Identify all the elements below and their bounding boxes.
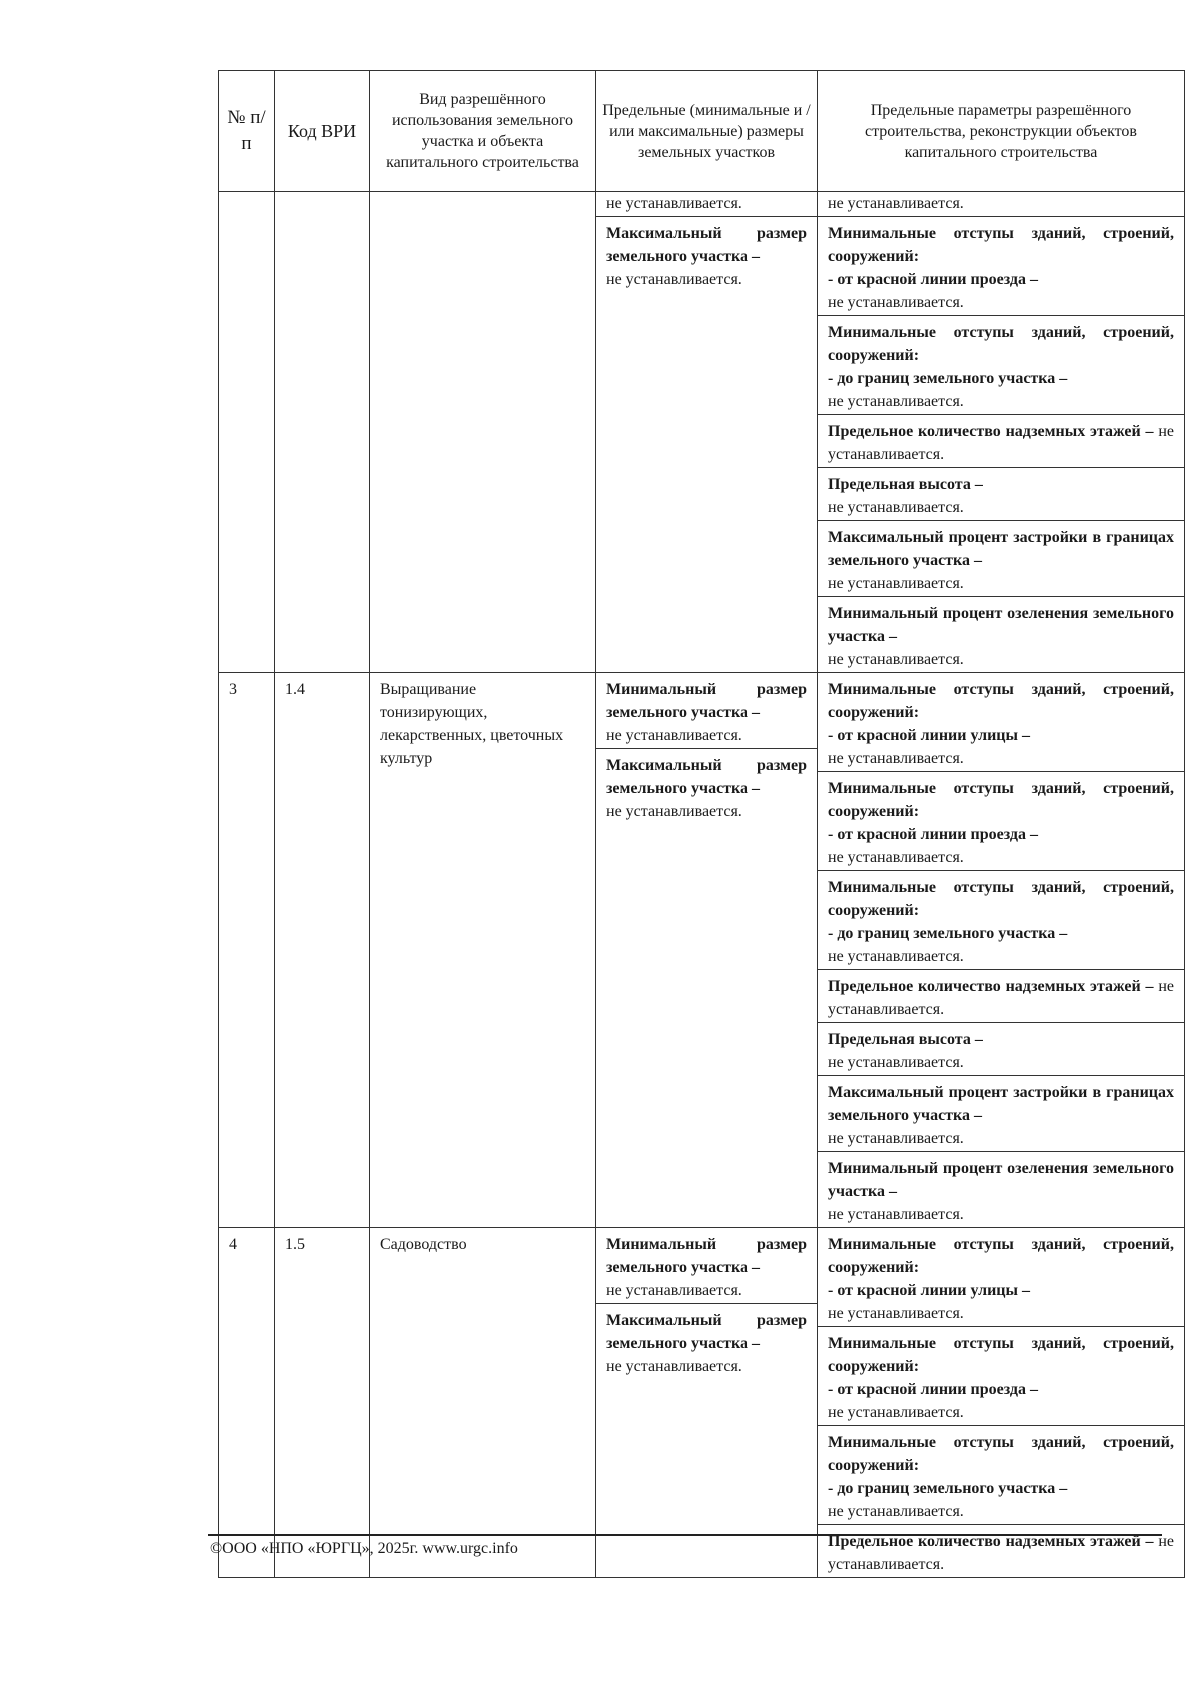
header-number: № п/п bbox=[219, 71, 275, 192]
size-min-block: Минимальный размер земельного участка – не устанавливается. bbox=[596, 1228, 817, 1304]
param-block: Максимальный процент застройки в границах земельного участка – не устанавливается. bbox=[818, 1076, 1184, 1152]
header-build-params: Предельные параметры разрешённого строительства, реконструкции объектов капитального строительства bbox=[818, 71, 1185, 192]
cell-number bbox=[219, 192, 275, 673]
cell-plot-size bbox=[596, 1228, 818, 1578]
cell-code: 1.4 bbox=[275, 673, 370, 1228]
cell-plot-size bbox=[596, 673, 818, 1228]
param-block: Минимальные отступы зданий, строений, сооружений: - до границ земельного участка – не устанавливается. bbox=[818, 316, 1184, 415]
param-block: Предельное количество надземных этажей – не устанавливается. bbox=[818, 415, 1184, 468]
param-block: Минимальные отступы зданий, строений, сооружений: - от красной линии улицы – не устанавливается. bbox=[818, 673, 1184, 772]
param-block: Предельная высота – не устанавливается. bbox=[818, 468, 1184, 521]
table-row bbox=[219, 1228, 1185, 1578]
param-block: Минимальные отступы зданий, строений, сооружений: - от красной линии проезда – не устанавливается. bbox=[818, 772, 1184, 871]
param-continuation: не устанавливается. bbox=[818, 192, 1184, 217]
land-use-regulations-table bbox=[218, 70, 1185, 1578]
param-block: Предельная высота – не устанавливается. bbox=[818, 1023, 1184, 1076]
param-block: Минимальные отступы зданий, строений, сооружений: - от красной линии проезда – не устанавливается. bbox=[818, 217, 1184, 316]
param-block: Минимальные отступы зданий, строений, сооружений: - от красной линии улицы – не устанавливается. bbox=[818, 1228, 1184, 1327]
table-row bbox=[219, 192, 1185, 673]
size-min-block: Минимальный размер земельного участка – не устанавливается. bbox=[596, 673, 817, 749]
cell-build-params bbox=[818, 673, 1185, 1228]
size-max-block: Максимальный размер земельного участка – не устанавливается. bbox=[606, 757, 807, 820]
param-block: Максимальный процент застройки в границах земельного участка – не устанавливается. bbox=[818, 521, 1184, 597]
cell-use-type: Садоводство bbox=[370, 1228, 596, 1578]
cell-number: 4 bbox=[219, 1228, 275, 1578]
cell-plot-size bbox=[596, 192, 818, 673]
header-use-type: Вид разрешённого использования земельного участка и объекта капитального строительства bbox=[370, 71, 596, 192]
cell-code bbox=[275, 192, 370, 673]
cell-use-type bbox=[370, 192, 596, 673]
size-max-block: Максимальный размер земельного участка – не устанавливается. bbox=[606, 1312, 807, 1375]
param-block: Минимальные отступы зданий, строений, сооружений: - до границ земельного участка – не устанавливается. bbox=[818, 1426, 1184, 1525]
size-continuation: не устанавливается. bbox=[596, 192, 817, 217]
param-block: Предельное количество надземных этажей – не устанавливается. bbox=[818, 970, 1184, 1023]
table-header-row bbox=[219, 71, 1185, 192]
header-code: Код ВРИ bbox=[275, 71, 370, 192]
table-row bbox=[219, 673, 1185, 1228]
cell-code: 1.5 bbox=[275, 1228, 370, 1578]
footer-divider bbox=[208, 1534, 1162, 1536]
param-block: Минимальный процент озеленения земельного участка – не устанавливается. bbox=[828, 1160, 1174, 1223]
cell-use-type: Выращивание тонизирующих, лекарственных, цветочных культур bbox=[370, 673, 596, 1228]
cell-number: 3 bbox=[219, 673, 275, 1228]
param-block: Минимальные отступы зданий, строений, сооружений: - до границ земельного участка – не устанавливается. bbox=[818, 871, 1184, 970]
param-block: Минимальный процент озеленения земельного участка – не устанавливается. bbox=[828, 605, 1174, 668]
param-block: Предельное количество надземных этажей – не устанавливается. bbox=[828, 1533, 1175, 1573]
param-block: Минимальные отступы зданий, строений, сооружений: - от красной линии проезда – не устанавливается. bbox=[818, 1327, 1184, 1426]
header-plot-size: Предельные (минимальные и /или максимальные) размеры земельных участков bbox=[596, 71, 818, 192]
size-max-block: Максимальный размер земельного участка – не устанавливается. bbox=[606, 225, 807, 288]
cell-build-params bbox=[818, 1228, 1185, 1578]
cell-build-params bbox=[818, 192, 1185, 673]
footer-copyright: ©ООО «НПО «ЮРГЦ», 2025г. www.urgc.info bbox=[210, 1540, 518, 1557]
